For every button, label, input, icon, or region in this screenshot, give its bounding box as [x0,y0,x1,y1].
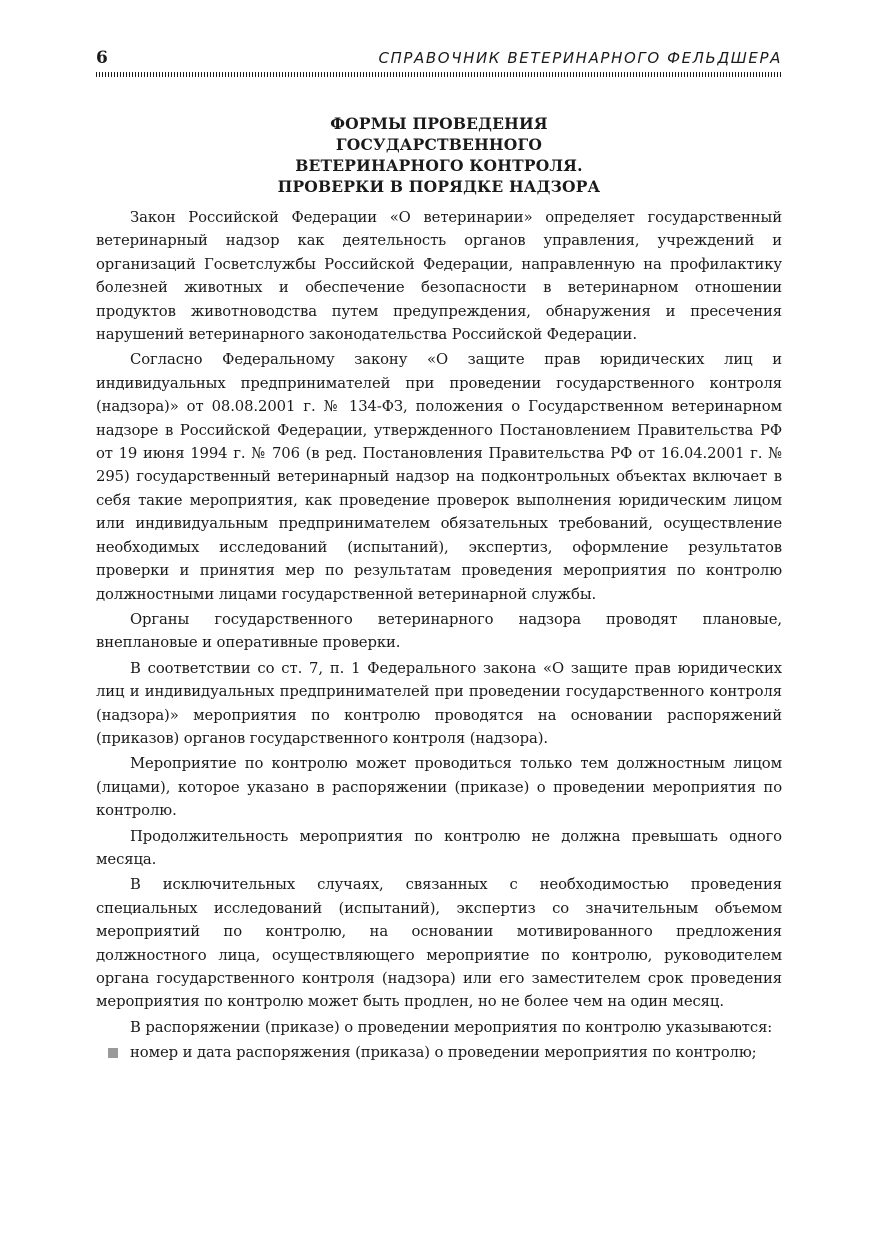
page-header [96,44,782,76]
square-bullet-icon [108,1048,118,1058]
header-rule [96,72,782,77]
section-title-line: ГОСУДАРСТВЕННОГО [335,135,543,154]
list-item [96,1041,782,1064]
paragraph: В исключительных случаях, связанных с необходимостью проведения специальных исследований (испытаний), экспертиз со значительным объемом мероприятий по контролю, на основании мотивированного предложения должностного лица, осуществляющего мероприятие по контролю, руководителем органа государственного контроля (надзора) или его заместителем срок проведения мероприятия по контролю может быть продлен, но не более чем на один месяц. [96,876,782,1011]
section-title-line: ФОРМЫ ПРОВЕДЕНИЯ [330,114,548,133]
paragraph: В распоряжении (приказе) о проведении мероприятия по контролю указываются: [130,1018,773,1036]
paragraph: Органы государственного ветеринарного надзора проводят плановые, внеплановые и оперативные проверки. [96,610,782,652]
paragraph: Продолжительность мероприятия по контролю не должна превышать одного месяца. [96,827,782,868]
section-title-line: ПРОВЕРКИ В ПОРЯДКЕ НАДЗОРА [277,177,601,196]
running-title: СПРАВОЧНИК ВЕТЕРИНАРНОГО ФЕЛЬДШЕРА [378,49,782,67]
section-title-line: ВЕТЕРИНАРНОГО КОНТРОЛЯ. [295,156,583,175]
paragraph: Согласно Федеральному закону «О защите прав юридических лиц и индивидуальных предпринимателей при проведении государственного контроля (надзора)» от 08.08.2001 г. № 134-ФЗ, положения о Государственном ветеринарном надзоре в Российской Федерации, утвержденного Постановлением Правительства РФ от 19 июня 1994 г. № 706 (в ред. Постановления Правительства РФ от 16.04.2001 г. № 295) государственный ветеринарный надзор на подконтрольных объектах включает в себя такие мероприятия, как проведение проверок выполнения юридическим лицом или индивидуальным предпринимателем обязательных требований, осуществление необходимых исследований (испытаний), экспертиз, оформление результатов проверки и принятия мер по результатам проведения мероприятия по контролю должностными лицами государственной ветеринарной службы. [96,351,782,603]
paragraph: Закон Российской Федерации «О ветеринарии» определяет государственный ветеринарный надзор как деятельность органов управления, учреждений и организаций Госветслужбы Российской Федерации, направленную на профилактику болезней животных и обеспечение безопасности в ветеринарном отношении продуктов животноводства путем предупреждения, обнаружения и пресечения нарушений ветеринарного законодательства Российской Федерации. [96,209,782,344]
paragraph: В соответствии со ст. 7, п. 1 Федерального закона «О защите прав юридических лиц и индивидуальных предпринимателей при проведении государственного контроля (надзора)» мероприятия по контролю проводятся на основании распоряжений (приказов) органов государственного контроля (надзора). [96,659,782,747]
paragraph: Мероприятие по контролю может проводиться только тем должностным лицом (лицами), которое указано в распоряжении (приказе) о проведении мероприятия по контролю. [96,755,782,820]
page-number: 6 [96,48,108,68]
list-item-text: номер и дата распоряжения (приказа) о проведении мероприятия по контролю; [130,1044,757,1062]
section-title [96,113,782,197]
body-text [96,206,782,1065]
